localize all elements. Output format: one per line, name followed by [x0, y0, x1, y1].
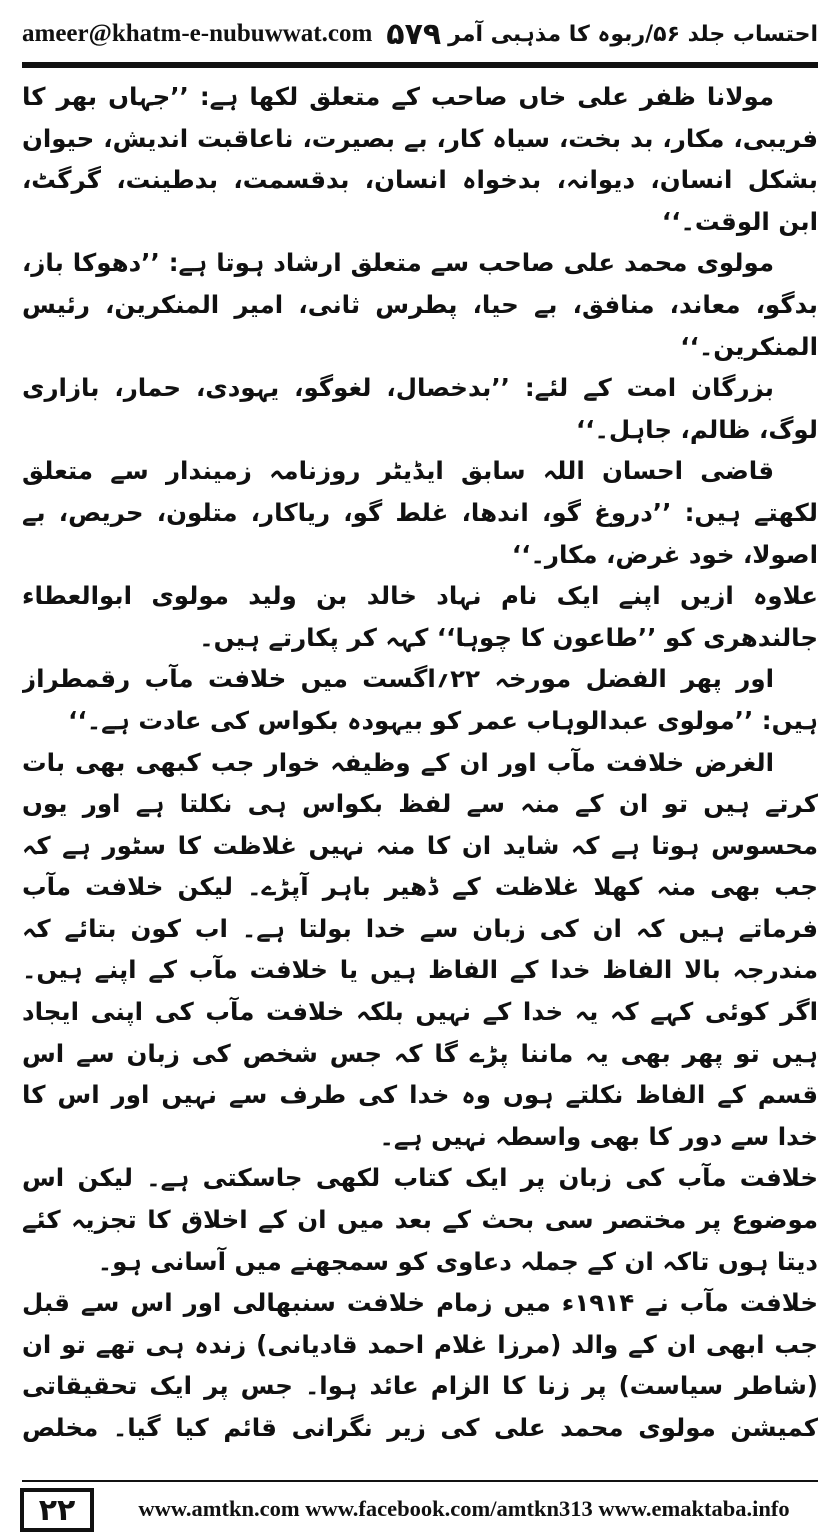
- page-number: ۵۷۹: [386, 16, 442, 52]
- paragraph: علاوہ ازیں اپنے ایک نام نہاد خالد بن ولید مولوی ابوالعطاء جالندھری کو ’’طاعون کا چوہا‘‘ کہہ کر پکارتے ہیں۔: [22, 581, 818, 652]
- header-left-group: [22, 17, 441, 52]
- paragraph: بزرگان امت کے لئے: ’’بدخصال، لغوگو، یہودی، حمار، بازاری لوگ، ظالم، جاہل۔‘‘: [22, 373, 818, 444]
- header-email[interactable]: ameer@khatm-e-nubuwwat.com: [22, 20, 373, 47]
- paragraph: مولوی محمد علی صاحب سے متعلق ارشاد ہوتا ہے: ’’دھوکا باز، بدگو، معاند، منافق، بے حیا، پطرس ثانی، امیر المنکرین، رئیس المنکرین۔‘‘: [22, 248, 818, 361]
- paragraph: الغرض خلافت مآب اور ان کے وظیفہ خوار جب کبھی بھی بات کرتے ہیں تو ان کے منہ سے لفظ بکواس ہی نکلتا ہے اور یوں محسوس ہوتا ہے کہ شاید ان کا منہ نہیں غلاظت کا سٹور ہے کہ جب بھی منہ کھلا غلاظت کے ڈھیر باہر آپڑے۔ لیکن خلافت مآب فرماتے ہیں کہ ان کی زبان سے خدا بولتا ہے۔ اب کون بتائے کہ مندرجہ بالا الفاظ خدا کے الفاظ ہیں یا خلافت مآب کے اپنے ہیں۔ اگر کوئی کہے کہ یہ خدا کے نہیں بلکہ خلافت مآب کی اپنی ایجاد ہیں تو پھر بھی یہ ماننا پڑے گا کہ جس شخص کی زبان سے اس قسم کے الفاظ نکلتے ہوں وہ خدا کی طرف سے نہیں اور اس کا خدا سے دور کا بھی واسطہ نہیں ہے۔: [22, 747, 818, 1151]
- paragraph: خلافت مآب نے ۱۹۱۴ء میں زمام خلافت سنبھالی اور اس سے قبل جب ابھی ان کے والد (مرزا غلام احمد قادیانی) زندہ ہی تھے تو ان (شاطر سیاست) پر زنا کا الزام عائد ہوا۔ جس پر ایک تحقیقاتی کمیشن مولوی محمد علی کی زیر نگرانی قائم کیا گیا۔ مخلص: [22, 1288, 818, 1442]
- footer-page-box: ۲۲: [20, 1488, 94, 1532]
- footer-rule: [22, 1480, 818, 1482]
- running-title: احتساب جلد ۵۶/ربوہ کا مذہبی آمر: [448, 21, 818, 47]
- paragraph: خلافت مآب کی زبان پر ایک کتاب لکھی جاسکتی ہے۔ لیکن اس موضوع پر مختصر سی بحث کے بعد میں ان کے اخلاق کا تجزیہ کئے دیتا ہوں تاکہ ان کے جملہ دعاوی کو سمجھنے میں آسانی ہو۔: [22, 1163, 818, 1276]
- paragraph: مولانا ظفر علی خاں صاحب کے متعلق لکھا ہے: ’’جہاں بھر کا فریبی، مکار، بد بخت، سیاہ کار، بے بصیرت، ناعاقبت اندیش، حیوان بشکل انسان، دیوانہ، بدخواہ انسان، بدقسمت، بدطینت، گرگٹ، ابن الوقت۔‘‘: [22, 82, 818, 236]
- page-header: [22, 14, 818, 54]
- footer-links[interactable]: www.amtkn.com www.facebook.com/amtkn313 www.emaktaba.info: [138, 1496, 790, 1521]
- paragraph: قاضی احسان اللہ سابق ایڈیٹر روزنامہ زمیندار سے متعلق لکھتے ہیں: ’’دروغ گو، اندھا، غلط گو، ریاکار، متلون، حریص، بے اصولا، خود غرض، مکار۔‘‘: [22, 456, 818, 569]
- paragraph: اور پھر الفضل مورخہ ۲۲؍اگست میں خلافت مآب رقمطراز ہیں: ’’مولوی عبدالوہاب عمر کو بیہودہ بکواس کی عادت ہے۔‘‘: [22, 664, 818, 735]
- header-rule: [22, 62, 818, 68]
- body-text: [22, 76, 818, 1451]
